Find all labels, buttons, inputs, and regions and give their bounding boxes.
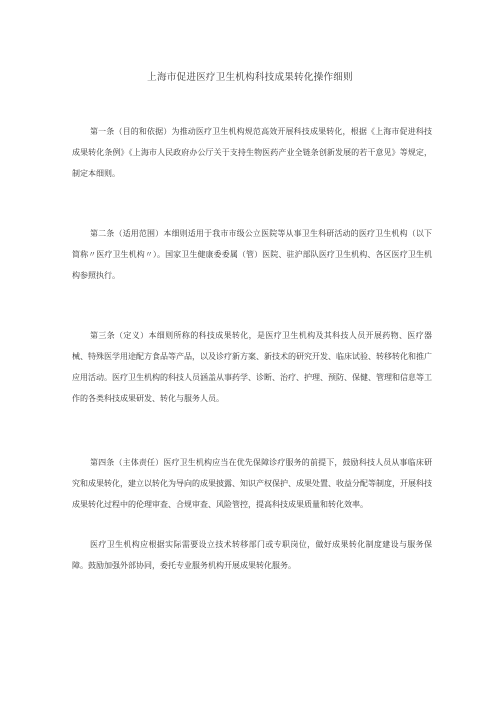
article-3-definition: 第三条（定义）本细则所称的科技成果转化，是医疗卫生机构及其科技人员开展药物、医疗器械、特殊医学用途配方食品等产品，以及诊疗新方案、新技术的研究开发、临床试验、转移转化和推广应用活动。医疗卫生机构的科技人员涵盖从事药学、诊断、治疗、护理、预防、保健、管理和信息等工作的各类科技成果研发、转化与服务人员。 (72, 331, 432, 403)
article-1-purpose-basis: 第一条（目的和依据）为推动医疗卫生机构规范高效开展科技成果转化，根据《上海市促进科技成果转化条例》《上海市人民政府办公厅关于支持生物医药产业全链条创新发展的若干意见》等规定，制定本细则。 (72, 127, 432, 178)
article-4-responsibility: 第四条（主体责任）医疗卫生机构应当在优先保障诊疗服务的前提下，鼓励科技人员从事临床研究和成果转化，建立以转化为导向的成果披露、知识产权保护、成果处置、收益分配等制度，开展科技成果转化过程中的伦理审查、合规审查、风险管控，提高科技成果质量和转化效率。 (72, 458, 432, 509)
article-4-continuation: 医疗卫生机构应根据实际需要设立技术转移部门或专职岗位，做好成果转化制度建设与服务保障。鼓励加强外部协同，委托专业服务机构开展成果转化服务。 (72, 540, 432, 570)
document-title: 上海市促进医疗卫生机构科技成果转化操作细则 (147, 72, 353, 83)
article-2-scope: 第二条（适用范围）本细则适用于我市市级公立医院等从事卫生科研活动的医疗卫生机构（以下简称〃医疗卫生机构〃）。国家卫生健康委委属（管）医院、驻沪部队医疗卫生机构、各区医疗卫生机构参照执行。 (72, 229, 432, 280)
